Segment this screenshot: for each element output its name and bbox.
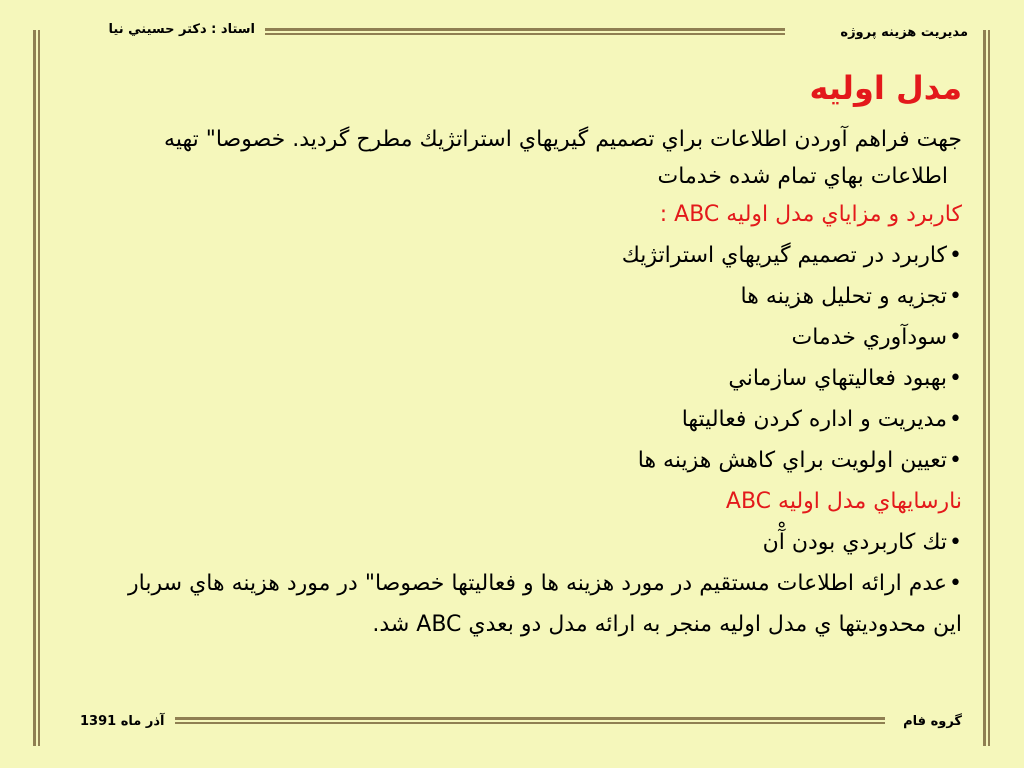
limitations-heading: نارسايهاي مدل اوليه ABC [725,489,962,514]
advantage-text: تجزيه و تحليل هزينه ها [740,284,948,309]
slide-title: مدل اوليه [809,69,962,107]
limitation-item [62,522,962,563]
advantage-item [62,235,962,276]
course-title: مديريت هزينه پروژه [840,25,968,40]
intro-text-line: جهت فراهم آوردن اطلاعات براي تصميم گيريهاي استراتژيك مطرح گرديد. خصوصا" تهيه [164,127,962,152]
advantage-item [62,358,962,399]
bottom-divider [175,717,885,724]
slide-body [62,121,962,645]
limitation-item [62,563,962,604]
bullet-icon: • [949,366,962,391]
bullet-icon: • [949,243,962,268]
advantage-text: كاربرد در تصميم گيريهاي استراتژيك [621,243,948,268]
limitation-text: تك كاربردي بودن آْن [762,530,948,555]
advantages-heading: كاربرد و مزاياي مدل اوليه ABC : [659,202,962,227]
advantage-text: تعيين اولويت براي كاهش هزينه ها [637,448,948,473]
limitation-text: عدم ارائه اطلاعات مستقيم در مورد هزينه ها و فعاليتها خصوصا" در مورد هزينه هاي سربار [128,571,948,596]
instructor-name: استاد : دكتر حسيني نيا [108,22,255,37]
conclusion-text: اين محدوديتها ي مدل اوليه منجر به ارائه مدل دو بعدي ABC شد. [372,612,962,637]
bullet-icon: • [949,571,962,596]
footer-date: آذر ماه 1391 [80,714,165,729]
bullet-icon: • [949,325,962,350]
advantage-item [62,440,962,481]
right-border [983,30,990,746]
advantage-item [62,276,962,317]
advantage-text: بهبود فعاليتهاي سازماني [728,366,948,391]
bullet-icon: • [949,284,962,309]
bullet-icon: • [949,530,962,555]
bullet-icon: • [949,407,962,432]
bullet-icon: • [949,448,962,473]
advantage-text: مديريت و اداره كردن فعاليتها [681,407,948,432]
advantage-text: سودآوري خدمات [791,325,948,350]
advantage-item [62,317,962,358]
left-border [33,30,40,746]
intro-text-line: اطلاعات بهاي تمام شده خدمات [657,164,948,189]
top-divider [265,28,785,35]
advantage-item [62,399,962,440]
footer-group-name: گروه فام [903,714,962,729]
